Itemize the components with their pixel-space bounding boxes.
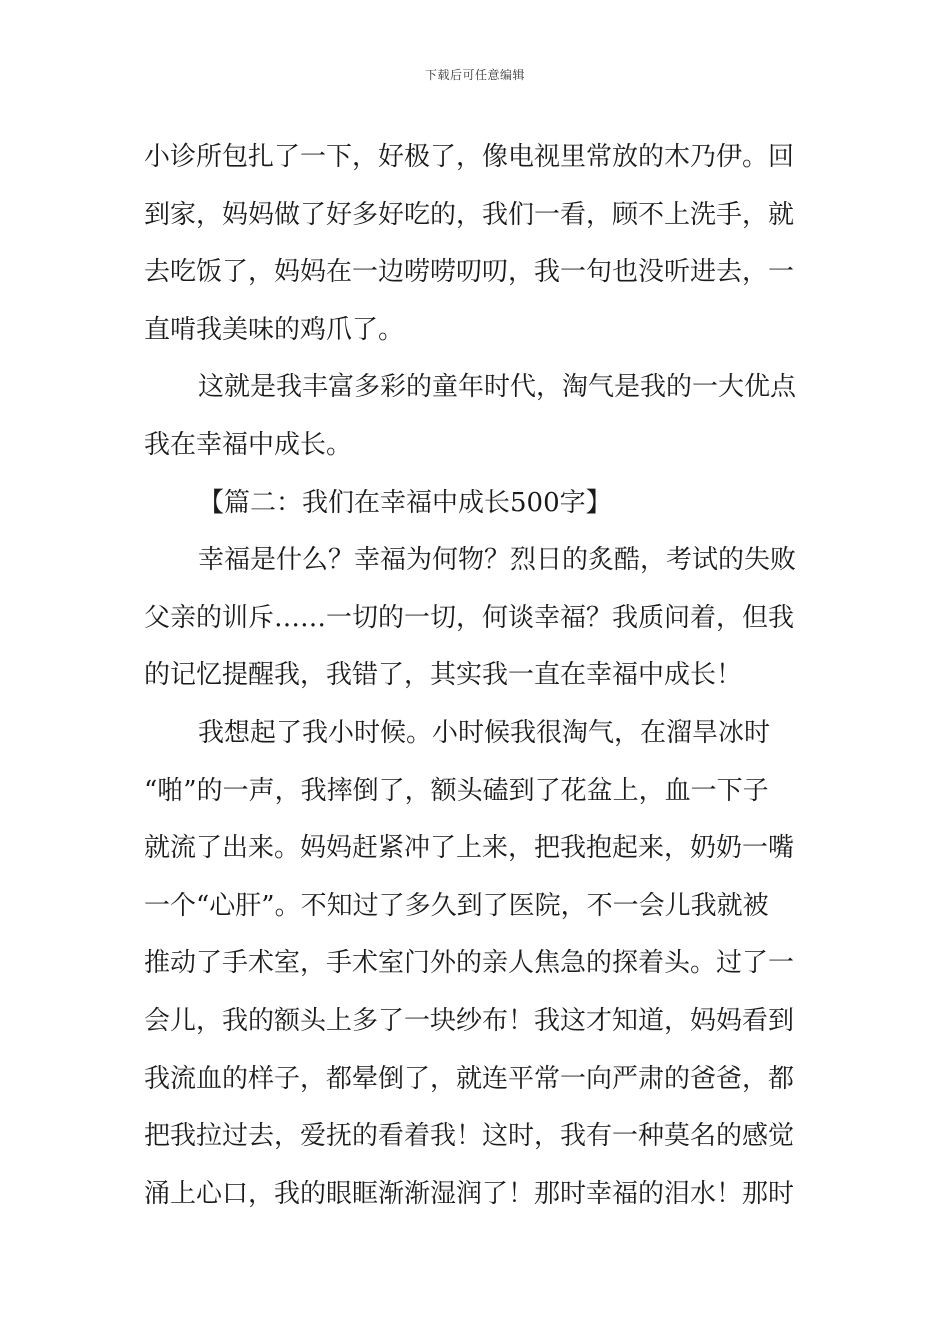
text-line: 直啃我美味的鸡爪了。 [144, 314, 405, 345]
page-header: 下载后可任意编辑 [424, 68, 525, 82]
text-line: 我想起了我小时候。小时候我很淘气，在溜旱冰时 [198, 717, 771, 748]
text-line: 就流了出来。妈妈赶紧冲了上来，把我抱起来，奶奶一嘴 [144, 833, 795, 864]
text-line: 涌上心口，我的眼眶渐渐湿润了！那时幸福的泪水！那时 [144, 1178, 795, 1209]
text-line: 父亲的训斥……一切的一切，何谈幸福？我质问着，但我 [144, 602, 795, 633]
text-line: 小诊所包扎了一下，好极了，像电视里常放的木乃伊。回 [144, 142, 795, 172]
text-line: 的记忆提醒我，我错了，其实我一直在幸福中成长！ [144, 660, 743, 691]
text-line: 去吃饭了，妈妈在一边唠唠叨叨，我一句也没听进去，一 [144, 257, 795, 288]
text-line: 到家，妈妈做了好多好吃的，我们一看，顾不上洗手，就 [144, 199, 795, 230]
text-line: 我流血的样子，都晕倒了，就连平常一向严肃的爸爸，都 [144, 1063, 795, 1094]
text-line: 我在幸福中成长。 [144, 429, 353, 460]
paragraph-4 [144, 705, 814, 1223]
text-line: 这就是我丰富多彩的童年时代，淘气是我的一大优点 [198, 372, 797, 403]
text-line: 一个“心肝”。不知过了多久到了医院，不一会儿我就被 [144, 890, 769, 921]
text-line: 会儿，我的额头上多了一块纱布！我这才知道，妈妈看到 [144, 1005, 795, 1036]
section-heading-text: 【篇二：我们在幸福中成长500字】 [198, 487, 612, 518]
text-line: 推动了手术室，手术室门外的亲人焦急的探着头。过了一 [144, 948, 795, 979]
section-heading [144, 475, 814, 533]
text-line: “啪”的一声，我摔倒了，额头磕到了花盆上，血一下子 [144, 775, 769, 806]
paragraph-2 [144, 359, 814, 474]
text-line: 把我拉过去，爱抚的看着我！这时，我有一种莫名的感觉 [144, 1121, 795, 1152]
document-body [144, 129, 814, 1223]
paragraph-3 [144, 532, 814, 705]
paragraph-1 [144, 129, 814, 359]
text-line: 幸福是什么？幸福为何物？烈日的炙酷，考试的失败 [198, 545, 797, 576]
